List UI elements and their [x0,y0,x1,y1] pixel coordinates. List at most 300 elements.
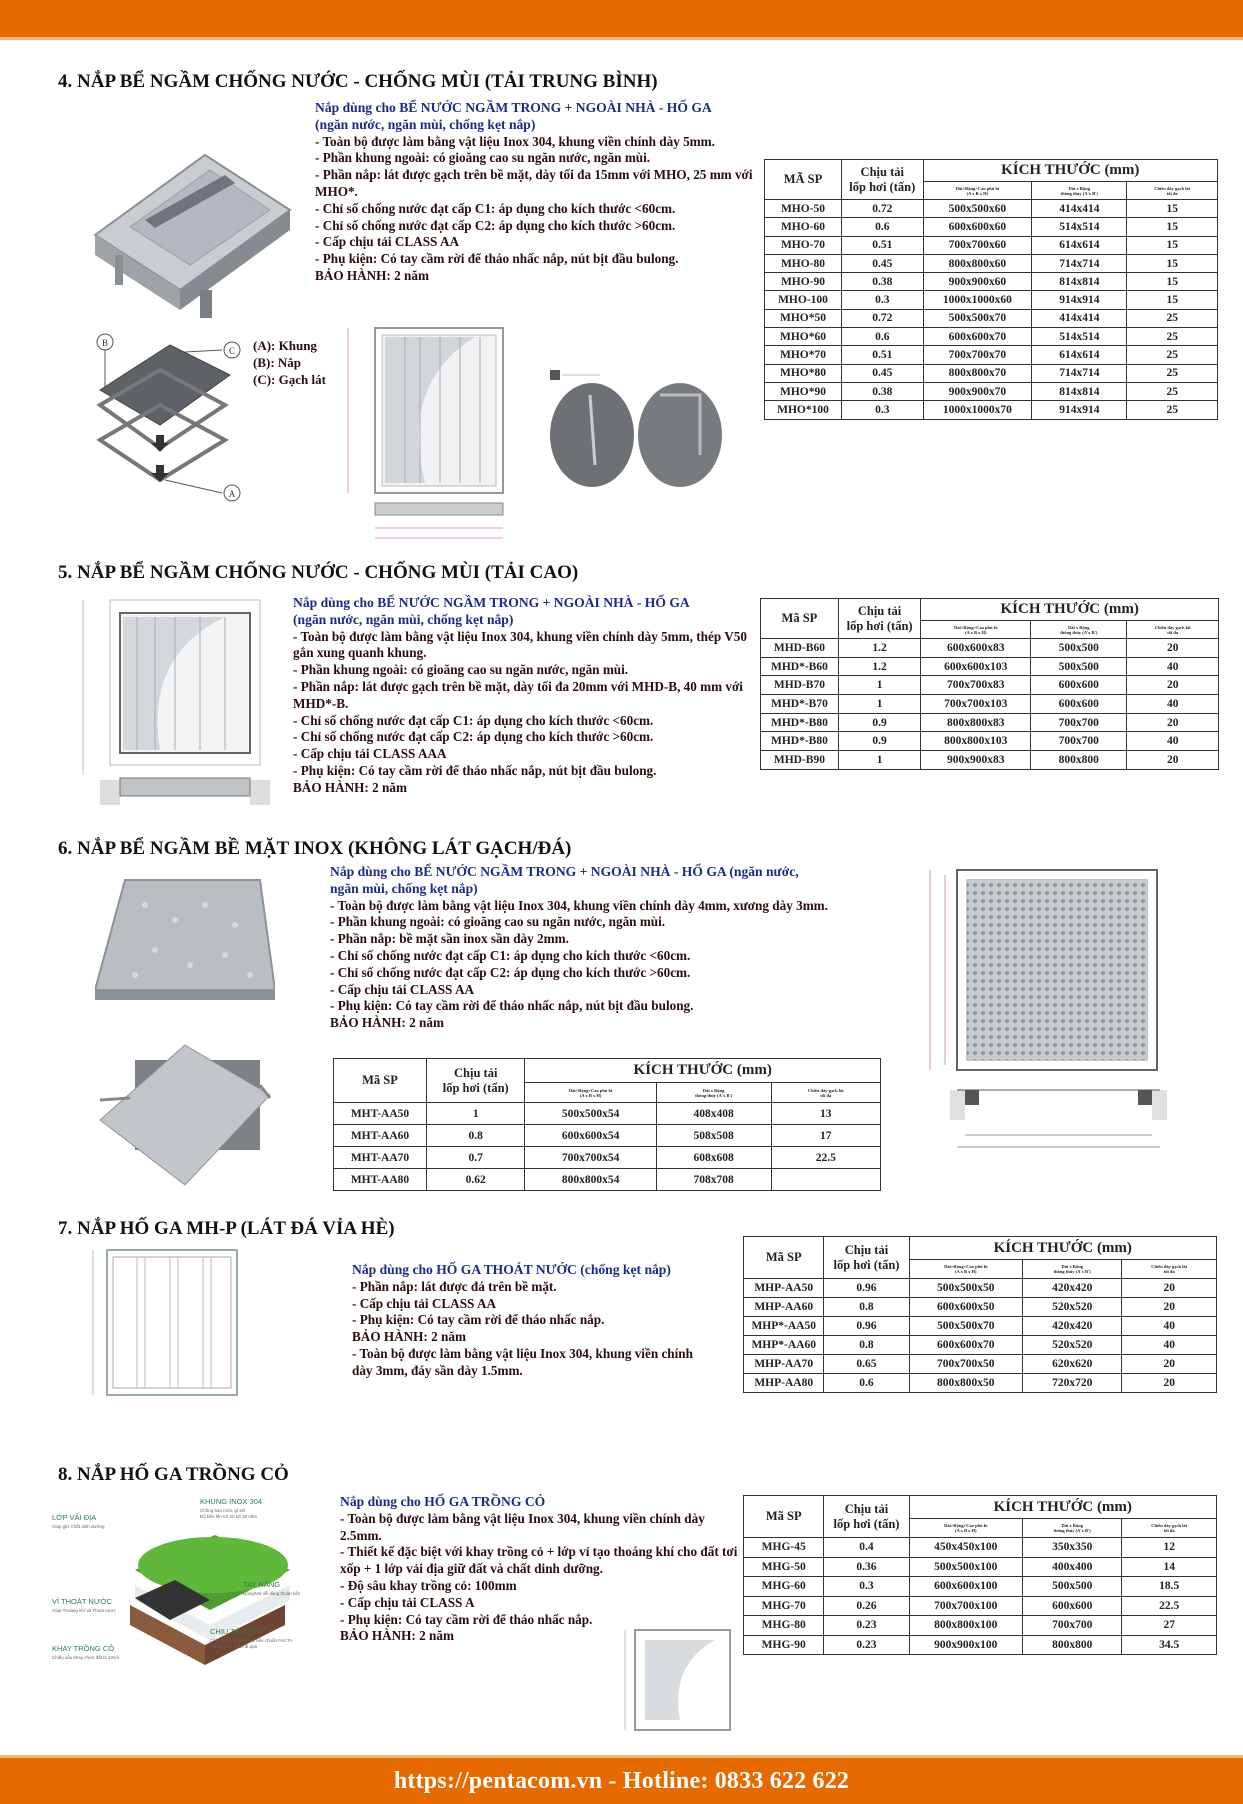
cell-clear-size: 714x714 [1032,364,1127,382]
cell-load: 0.51 [842,236,924,254]
cell-overall-size: 800x800x70 [923,364,1032,382]
cell-load: 0.45 [842,254,924,272]
cell-overall-size: 800x800x83 [921,713,1031,732]
sub1-line2: (A x B x H) [966,190,989,196]
cell-overall-size: 700x700x54 [525,1147,656,1169]
cell-load: 0.6 [824,1374,909,1393]
col-header-load [842,160,924,200]
cell-overall-size: 600x600x100 [909,1577,1023,1597]
table-row [765,254,1218,272]
spec-line: - Toàn bộ được làm bằng vật liệu Inox 304, khung viền chính dày 4mm, xương dày 3mm. [330,897,828,913]
cell-clear-size: 508x508 [656,1125,771,1147]
col-header-clear [1023,1519,1122,1538]
cell-load: 0.9 [838,713,920,732]
spec-line: - Chỉ số chống nước đạt cấp C1: áp dụng cho kích thước <60cm. [315,200,676,216]
sub3-line2: tối đa [1167,629,1179,635]
col-header-tile [771,1083,880,1103]
cell-clear-size: 350x350 [1023,1538,1122,1558]
cell-overall-size: 600x600x54 [525,1125,656,1147]
table-row [765,309,1218,327]
cell-code: MHO-90 [765,273,842,291]
sub3-line2: tối đa [1163,1528,1175,1533]
cell-code: MHD-B70 [761,676,839,695]
table-row [761,713,1219,732]
cell-overall-size: 450x450x100 [909,1538,1023,1558]
section-5-spec-table [760,598,1219,770]
note-frame-2: Độ bền lên tới 20 tới 30 năm [200,1514,258,1519]
sub1-line1: Dài×Rộng×Cao phủ bì [954,624,998,630]
cell-load: 0.51 [842,346,924,364]
warranty: BẢO HÀNH: 2 năm [315,267,429,283]
cell-overall-size: 600x600x70 [909,1336,1023,1355]
section-6-spec-table [333,1058,881,1191]
sub1-line1: Dài×Rộng×Cao phủ bì [955,185,1000,191]
cell-overall-size: 500x500x60 [923,200,1032,218]
cell-load: 0.3 [824,1577,909,1597]
cell-load: 1.2 [838,639,920,658]
section-4-handle-photos [550,365,725,495]
col-header-overall [525,1083,656,1103]
sub3-line2: tối đa [1166,190,1178,196]
spec-line: - Phụ kiện: Có tay cầm rời để tháo nhấc nắp, nút bịt đầu bulong. [293,762,657,778]
cell-code: MHO*100 [765,401,842,419]
cell-load: 0.45 [842,364,924,382]
sub1-line2: (A x B x H) [955,1528,977,1533]
section-4-description [315,100,765,285]
sub2-line2: thông thủy (A'x B') [1060,190,1098,196]
cell-load: 1 [838,751,920,770]
cell-tile-thickness: 15 [1127,236,1218,254]
spec-line: - Phụ kiện: Có tay cầm rời để tháo nhấc nắp, nút bịt đầu bulong. [330,998,694,1014]
cell-tile-thickness: 18.5 [1122,1577,1217,1597]
cell-tile-thickness: 25 [1127,401,1218,419]
cell-overall-size: 700x700x50 [909,1355,1023,1374]
section-4-legend [253,337,326,388]
spec-line: - Chỉ số chống nước đạt cấp C1: áp dụng cho kích thước <60cm. [330,947,691,963]
section-6-subtitle-1: Nắp dùng cho BỂ NƯỚC NGẦM TRONG + NGOÀI NHÀ - HỐ GA (ngăn nước, [330,864,799,879]
cell-tile-thickness: 15 [1127,218,1218,236]
cell-clear-size: 520x520 [1023,1336,1122,1355]
cell-tile-thickness: 22.5 [1122,1596,1217,1616]
sub1-line1: Dài×Rộng×Cao phủ bì [944,1523,988,1528]
col-header-load-line2: lốp hơi (tấn) [833,1516,900,1531]
table-row [744,1635,1217,1655]
cell-code: MHD*-B60 [761,657,839,676]
col-header-load [838,599,920,639]
cell-overall-size: 600x600x60 [923,218,1032,236]
cell-clear-size: 600x600 [1031,695,1127,714]
cell-overall-size: 800x800x60 [923,254,1032,272]
cell-overall-size: 600x600x103 [921,657,1031,676]
label-c: C [228,346,236,356]
legend-frame: (A): Khung [253,338,317,353]
cell-tile-thickness [771,1169,880,1191]
spec-line: - Phần khung ngoài: có gioăng cao su ngăn nước, ngăn mùi. [293,662,629,678]
label-a: A [228,489,236,499]
cell-overall-size: 500x500x70 [923,309,1032,327]
cell-overall-size: 500x500x70 [909,1317,1023,1336]
cell-clear-size: 708x708 [656,1169,771,1191]
note-frame-1: Chống bào mòn, gỉ sét [200,1508,246,1513]
section-7-subtitle-1: Nắp dùng cho HỐ GA THOÁT NƯỚC (chống kẹt nắp) [352,1262,671,1277]
cell-load: 0.6 [842,218,924,236]
sub1-line1: Dài×Rộng×Cao phủ bì [568,1087,613,1093]
section-5-subtitle-2: (ngăn nước, ngăn mùi, chống kẹt nắp) [293,611,514,627]
cell-tile-thickness: 25 [1127,346,1218,364]
section-4-subtitle-2: (ngăn nước, ngăn mùi, chống kẹt nắp) [315,116,536,132]
table-row [744,1336,1217,1355]
section-6-open-lid-photo [90,1040,280,1190]
cell-code: MHD-B90 [761,751,839,770]
spec-line: - Phụ kiện: Có tay cầm rời để tháo nhấc nắp. [340,1611,593,1627]
sub3-line1: Chiều dày gạch lát [807,1087,844,1093]
sub2-line1: Dài x Rộng [1068,624,1090,630]
cell-load: 0.38 [842,382,924,400]
col-header-tile [1127,621,1219,639]
cell-code: MHO-60 [765,218,842,236]
sub2-line1: Dài x Rộng [1068,185,1091,191]
section-7-description [352,1262,712,1380]
cell-code: MHP*-AA50 [744,1317,824,1336]
cell-code: MHO-100 [765,291,842,309]
cell-load: 0.3 [842,291,924,309]
section-8-grass-cover-diagram [115,1530,295,1670]
label-handle: TAY NÂNG [243,1580,281,1589]
col-header-load-line1: Chịu tải [844,1501,889,1516]
spec-line: - Toàn bộ được làm bằng vật liệu Inox 304, khung viền chính dày 5mm. [315,133,715,149]
cell-clear-size: 720x720 [1023,1374,1122,1393]
section-4-product-photo [75,115,300,325]
table-row [761,639,1219,658]
cell-overall-size: 800x800x100 [909,1616,1023,1636]
cell-tile-thickness: 20 [1122,1298,1217,1317]
top-banner [0,0,1243,40]
note-load-2: Tối đa xe 1.5 tấn đi qua [210,1644,258,1649]
cell-code: MHG-60 [744,1577,824,1597]
table-row [334,1103,881,1125]
warranty: BẢO HÀNH: 2 năm [340,1628,454,1644]
sub2-line2: thông thủy (A'x B') [695,1092,733,1098]
section-8-subtitle-1: Nắp dùng cho HỐ GA TRỒNG CỎ [340,1494,546,1509]
col-header-load [824,1496,909,1538]
cell-clear-size: 408x408 [656,1103,771,1125]
col-header-load [824,1237,909,1279]
cell-clear-size: 700x700 [1023,1616,1122,1636]
cell-tile-thickness: 25 [1127,328,1218,346]
cell-overall-size: 700x700x60 [923,236,1032,254]
section-6-description [330,864,890,1032]
cell-clear-size: 414x414 [1032,309,1127,327]
col-header-code: Mã SP [761,599,839,639]
cell-clear-size: 800x800 [1023,1635,1122,1655]
table-row [765,291,1218,309]
cell-code: MHT-AA60 [334,1125,427,1147]
spec-line: - Cấp chịu tải CLASS AA [352,1295,496,1311]
cell-code: MHP-AA70 [744,1355,824,1374]
cell-code: MHD*-B80 [761,713,839,732]
sub1-line1: Dài×Rộng×Cao phủ bì [944,1264,988,1269]
cell-tile-thickness: 15 [1127,273,1218,291]
table-row [761,751,1219,770]
col-header-clear [1023,1260,1122,1279]
table-row [765,364,1218,382]
table-row [744,1317,1217,1336]
cell-code: MHG-70 [744,1596,824,1616]
cell-overall-size: 700x700x83 [921,676,1031,695]
table-row [765,401,1218,419]
section-7-technical-drawing [85,1245,245,1405]
cell-tile-thickness: 15 [1127,291,1218,309]
section-6-technical-drawing [915,865,1175,1160]
cell-code: MHD-B60 [761,639,839,658]
sub2-line2: thông thủy (A'x B') [1053,1528,1091,1533]
cell-clear-size: 700x700 [1031,732,1127,751]
section-4-spec-table [764,159,1218,420]
warranty: BẢO HÀNH: 2 năm [293,779,407,795]
spec-line: - Chỉ số chống nước đạt cấp C2: áp dụng cho kích thước >60cm. [315,217,676,233]
col-header-overall [921,621,1031,639]
cell-tile-thickness: 20 [1127,751,1219,770]
label-b: B [101,338,109,348]
cell-code: MHO*60 [765,328,842,346]
cell-code: MHO-80 [765,254,842,272]
cell-clear-size: 420x420 [1023,1317,1122,1336]
cell-tile-thickness: 20 [1122,1355,1217,1374]
col-header-tile [1122,1519,1217,1538]
cell-load: 0.72 [842,200,924,218]
col-header-tile [1122,1260,1217,1279]
table-row [761,676,1219,695]
cell-clear-size: 800x800 [1031,751,1127,770]
section-8-spec-table [743,1495,1217,1655]
spec-line: - Toàn bộ được làm bằng vật liệu Inox 304, khung viền chính dày 3mm, đáy sần dày 1.5mm. [352,1345,693,1378]
col-header-clear [656,1083,771,1103]
spec-line: - Phụ kiện: Có tay cầm rời để tháo nhấc nắp. [352,1312,605,1328]
sub3-line2: tối đa [1163,1269,1175,1274]
cell-tile-thickness: 22.5 [771,1147,880,1169]
table-row [744,1557,1217,1577]
section-8-technical-drawing [620,1625,735,1735]
cell-clear-size: 914x914 [1032,401,1127,419]
table-row [744,1279,1217,1298]
cell-code: MHO*90 [765,382,842,400]
section-8-title: 8. NẮP HỐ GA TRỒNG CỎ [58,1464,289,1485]
table-row [744,1577,1217,1597]
section-5-subtitle-1: Nắp dùng cho BỂ NƯỚC NGẦM TRONG + NGOÀI NHÀ - HỐ GA [293,595,690,610]
note-load-1: Chịu tải CLASS A theo tiêu chuẩn FACTA [210,1638,293,1643]
cell-tile-thickness: 20 [1127,639,1219,658]
spec-line: - Độ sâu khay trồng cỏ: 100mm [340,1577,517,1593]
cell-clear-size: 608x608 [656,1147,771,1169]
sub3-line1: Chiều dày gạch lát [1151,1264,1188,1269]
cell-load: 0.9 [838,732,920,751]
table-row [761,732,1219,751]
note-drain: Giúp Thoáng khí và Thoát nước [52,1608,116,1613]
cell-code: MHP-AA80 [744,1374,824,1393]
table-row [761,695,1219,714]
section-5-technical-drawing [75,595,290,805]
section-4-title: 4. NẮP BỂ NGẦM CHỐNG NƯỚC - CHỐNG MÙI (TẢI TRUNG BÌNH) [58,71,658,92]
col-header-overall [923,182,1032,200]
sub1-line2: (A x B x H) [579,1092,602,1098]
col-header-load-line1: Chịu tải [860,164,904,179]
section-4-subtitle-1: Nắp dùng cho BỂ NƯỚC NGẦM TRONG + NGOÀI NHÀ - HỐ GA [315,100,712,115]
table-row [765,200,1218,218]
spec-line: - Cấp chịu tải CLASS AA [315,234,459,250]
cell-clear-size: 514x514 [1032,218,1127,236]
cell-clear-size: 500x500 [1031,639,1127,658]
cell-code: MHO*70 [765,346,842,364]
col-header-size: KÍCH THƯỚC (mm) [525,1059,881,1083]
col-header-code: Mã SP [744,1496,824,1538]
sub2-line1: Dài x Rộng [1061,1523,1083,1528]
cell-clear-size: 520x520 [1023,1298,1122,1317]
col-header-load-line2: lốp hơi (tấn) [833,1257,900,1272]
section-4-technical-drawing [340,323,510,548]
note-geotextile: Giúp giữ Chất dinh dưỡng [52,1524,105,1529]
col-header-size: KÍCH THƯỚC (mm) [909,1237,1216,1260]
cell-code: MHO*50 [765,309,842,327]
label-load: CHỊU TẢI LỚN [210,1627,261,1636]
section-6-subtitle-2: ngăn mùi, chống kẹt nắp) [330,880,478,896]
cell-tile-thickness: 40 [1122,1336,1217,1355]
cell-clear-size: 614x614 [1032,346,1127,364]
table-row [765,328,1218,346]
cell-load: 0.23 [824,1616,909,1636]
table-row [744,1616,1217,1636]
col-header-load [426,1059,524,1103]
col-header-load-line2: lốp hơi (tấn) [849,179,916,194]
cell-overall-size: 700x700x100 [909,1596,1023,1616]
section-5-description [293,595,763,797]
col-header-load-line2: lốp hơi (tấn) [846,618,913,633]
cell-overall-size: 500x500x100 [909,1557,1023,1577]
cell-tile-thickness: 20 [1122,1374,1217,1393]
cell-clear-size: 500x500 [1031,657,1127,676]
spec-line: - Phần nắp: bề mặt sần inox sần dày 2mm. [330,931,569,947]
cell-code: MHG-90 [744,1635,824,1655]
col-header-clear [1031,621,1127,639]
cell-code: MHG-45 [744,1538,824,1558]
cell-clear-size: 500x500 [1023,1577,1122,1597]
cell-overall-size: 600x600x50 [909,1298,1023,1317]
cell-load: 0.96 [824,1279,909,1298]
sub3-line2: tối đa [820,1092,832,1098]
table-row [744,1298,1217,1317]
cell-overall-size: 700x700x103 [921,695,1031,714]
table-row [765,218,1218,236]
cell-load: 0.36 [824,1557,909,1577]
table-row [334,1125,881,1147]
table-row [744,1596,1217,1616]
spec-line: - Chỉ số chống nước đạt cấp C1: áp dụng cho kích thước <60cm. [293,712,654,728]
col-header-size: KÍCH THƯỚC (mm) [921,599,1219,621]
cell-code: MHG-50 [744,1557,824,1577]
cell-tile-thickness: 25 [1127,364,1218,382]
cell-tile-thickness: 15 [1127,254,1218,272]
section-5-title: 5. NẮP BỂ NGẦM CHỐNG NƯỚC - CHỐNG MÙI (TẢI CAO) [58,562,579,583]
spec-line: - Phần khung ngoài: có gioăng cao su ngăn nước, ngăn mùi. [315,150,651,166]
spec-line: - Phụ kiện: Có tay cầm rời để tháo nhấc nắp, nút bịt đầu bulong. [315,251,679,267]
section-7-title: 7. NẮP HỐ GA MH-P (LÁT ĐÁ VỈA HÈ) [58,1218,395,1239]
cell-clear-size: 420x420 [1023,1279,1122,1298]
label-tray: KHAY TRỒNG CỎ [52,1644,115,1653]
col-header-code: Mã SP [744,1237,824,1279]
spec-line: - Cấp chịu tải CLASS A [340,1594,475,1610]
legend-tile: (C): Gạch lát [253,372,326,387]
table-row [744,1538,1217,1558]
spec-line: - Chỉ số chống nước đạt cấp C2: áp dụng cho kích thước >60cm. [293,729,654,745]
sub2-line2: thông thủy (A'x B') [1053,1269,1091,1274]
spec-line: - Chỉ số chống nước đạt cấp C2: áp dụng cho kích thước >60cm. [330,964,691,980]
cell-clear-size: 400x400 [1023,1557,1122,1577]
cell-load: 1 [838,695,920,714]
spec-line: - Cấp chịu tải CLASS AAA [293,746,447,762]
cell-overall-size: 800x800x103 [921,732,1031,751]
cell-load: 0.8 [824,1336,909,1355]
cell-code: MHT-AA70 [334,1147,427,1169]
table-row [765,273,1218,291]
col-header-size: KÍCH THƯỚC (mm) [923,160,1217,182]
section-4-exploded-diagram [90,330,255,505]
cell-clear-size: 620x620 [1023,1355,1122,1374]
col-header-code: MÃ SP [765,160,842,200]
cell-clear-size: 814x814 [1032,273,1127,291]
cell-load: 0.6 [842,328,924,346]
cell-overall-size: 1000x1000x70 [923,401,1032,419]
cell-load: 0.8 [824,1298,909,1317]
col-header-size: KÍCH THƯỚC (mm) [909,1496,1216,1519]
spec-line: - Phần nắp: lát được đá trên bề mặt. [352,1278,557,1294]
cell-clear-size: 600x600 [1031,676,1127,695]
section-6-lid-photo [95,870,275,1005]
cell-tile-thickness: 20 [1127,676,1219,695]
note-handle: Đóng/Mở dễ dàng thuận tiện [243,1591,301,1596]
footer-contact[interactable]: https://pentacom.vn - Hotline: 0833 622 622 [393,1767,850,1794]
cell-overall-size: 900x900x100 [909,1635,1023,1655]
spec-line: - Cấp chịu tải CLASS AA [330,981,474,997]
cell-tile-thickness: 40 [1127,695,1219,714]
col-header-load-line1: Chịu tải [454,1065,498,1080]
cell-tile-thickness: 40 [1127,657,1219,676]
spec-line: - Thiết kế đặc biệt với khay trồng cỏ + lớp vỉ tạo thoáng khí cho đất tơi xốp + 1 lớp vải địa giữ đất và chất dinh dưỡng. [340,1544,738,1577]
cell-load: 0.7 [426,1147,524,1169]
cell-clear-size: 614x614 [1032,236,1127,254]
col-header-overall [909,1519,1023,1538]
cell-overall-size: 500x500x50 [909,1279,1023,1298]
col-header-code: Mã SP [334,1059,427,1103]
cell-load: 0.72 [842,309,924,327]
cell-load: 1 [838,676,920,695]
cell-overall-size: 700x700x70 [923,346,1032,364]
table-row [765,382,1218,400]
cell-load: 0.8 [426,1125,524,1147]
cell-tile-thickness: 12 [1122,1538,1217,1558]
note-tray: Chiều sâu khay chứa đất là 10cm [52,1655,120,1660]
cell-tile-thickness: 20 [1122,1279,1217,1298]
cell-clear-size: 414x414 [1032,200,1127,218]
cell-load: 0.65 [824,1355,909,1374]
cell-code: MHP-AA60 [744,1298,824,1317]
cell-overall-size: 500x500x54 [525,1103,656,1125]
cell-code: MHO*80 [765,364,842,382]
cell-tile-thickness: 25 [1127,309,1218,327]
cell-overall-size: 900x900x60 [923,273,1032,291]
cell-clear-size: 700x700 [1031,713,1127,732]
cell-tile-thickness: 34.5 [1122,1635,1217,1655]
warranty: BẢO HÀNH: 2 năm [352,1329,466,1345]
label-geotextile: LỚP VẢI ĐỊA [52,1513,97,1522]
